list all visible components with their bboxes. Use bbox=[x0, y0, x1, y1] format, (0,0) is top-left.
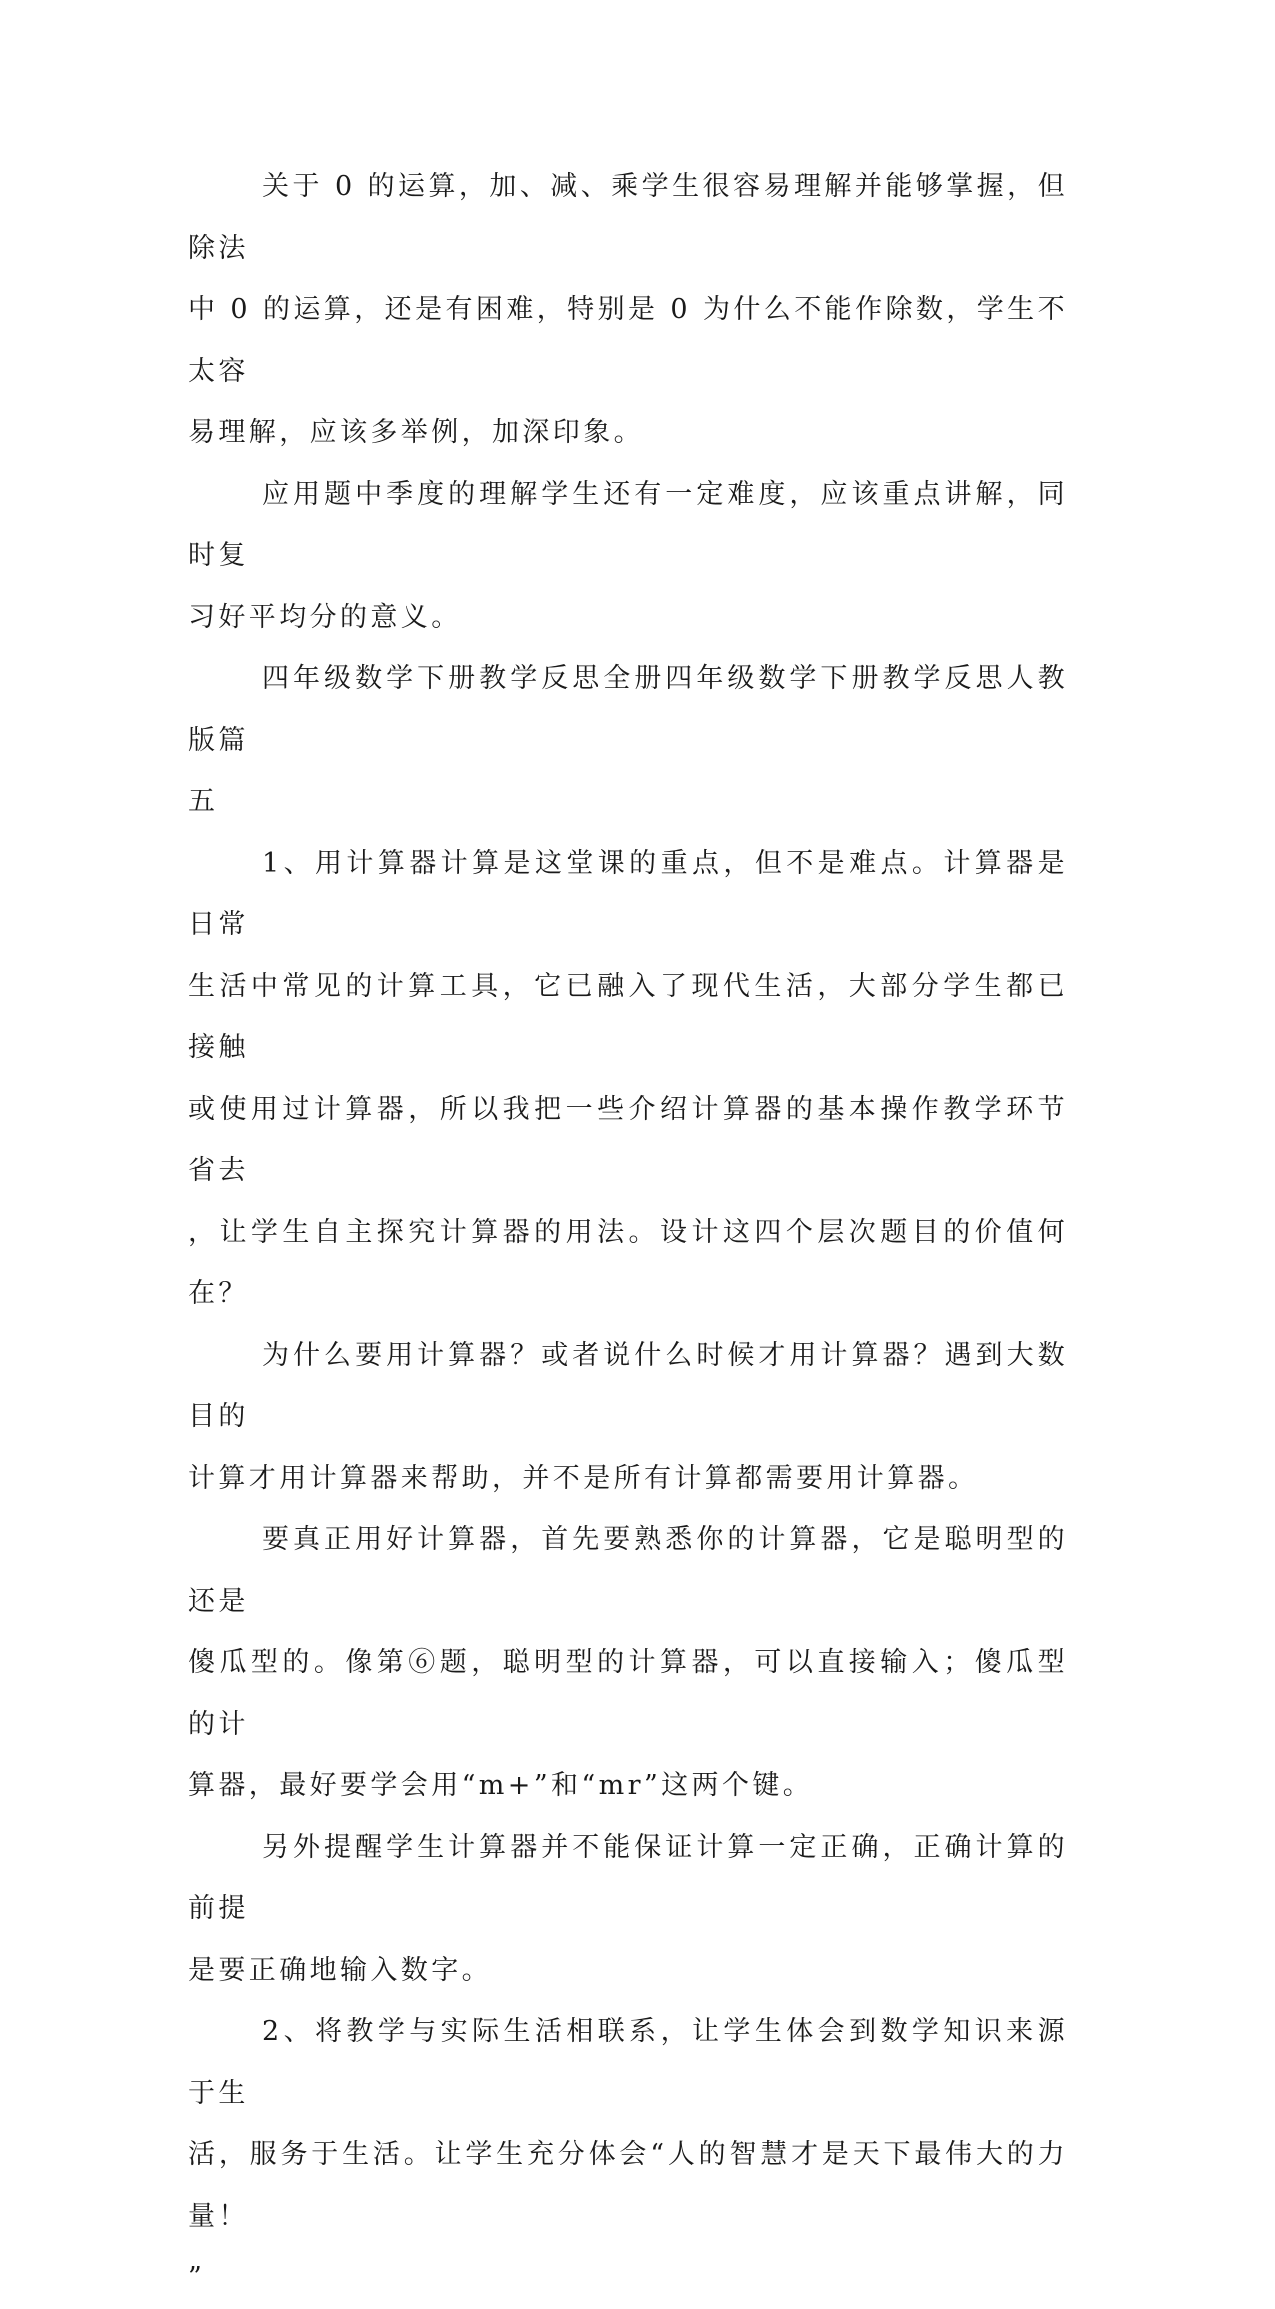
text-line: 中 0 的运算，还是有困难，特别是 0 为什么不能作除数，学生不太容 bbox=[188, 294, 1068, 387]
paragraph bbox=[188, 2001, 1068, 2309]
text-line: 活，服务于生活。让学生充分体会“人的智慧才是天下最伟大的力量！ bbox=[188, 2139, 1068, 2232]
text-line: 另外提醒学生计算器并不能保证计算一定正确，正确计算的前提 bbox=[188, 1831, 1068, 1924]
text-line: 1、用计算器计算是这堂课的重点，但不是难点。计算器是日常 bbox=[188, 847, 1068, 940]
text-line: 算器，最好要学会用“m+”和“mr”这两个键。 bbox=[188, 1770, 814, 1801]
text-line: 四年级数学下册教学反思全册四年级数学下册教学反思人教版篇 bbox=[188, 663, 1068, 756]
paragraph bbox=[188, 464, 1068, 649]
text-line: 傻瓜型的。像第⑥题，聪明型的计算器，可以直接输入；傻瓜型的计 bbox=[188, 1647, 1068, 1740]
paragraph bbox=[188, 1817, 1068, 2002]
text-line: ” bbox=[188, 2262, 206, 2293]
text-line: 计算才用计算器来帮助，并不是所有计算都需要用计算器。 bbox=[188, 1462, 979, 1494]
text-line: 习好平均分的意义。 bbox=[188, 601, 462, 633]
text-line: 是要正确地输入数字。 bbox=[188, 1954, 492, 1986]
text-line: 为什么要用计算器？或者说什么时候才用计算器？遇到大数目的 bbox=[188, 1339, 1068, 1432]
text-line: 五 bbox=[188, 786, 219, 817]
paragraph bbox=[188, 833, 1068, 1325]
text-line: 要真正用好计算器，首先要熟悉你的计算器，它是聪明型的还是 bbox=[188, 1524, 1068, 1617]
text-line: 或使用过计算器，所以我把一些介绍计算器的基本操作教学环节省去 bbox=[188, 1093, 1068, 1186]
paragraph bbox=[188, 1509, 1068, 1817]
paragraph-heading bbox=[188, 648, 1068, 833]
text-line: 2、将教学与实际生活相联系，让学生体会到数学知识来源于生 bbox=[188, 2016, 1068, 2109]
text-line: 生活中常见的计算工具，它已融入了现代生活，大部分学生都已接触 bbox=[188, 970, 1068, 1063]
text-line: 易理解，应该多举例，加深印象。 bbox=[188, 417, 644, 448]
document-body bbox=[188, 156, 1068, 2309]
text-line: ，让学生自主探究计算器的用法。设计这四个层次题目的价值何在？ bbox=[188, 1216, 1068, 1309]
paragraph bbox=[188, 1325, 1068, 1510]
text-line: 应用题中季度的理解学生还有一定难度，应该重点讲解，同时复 bbox=[188, 478, 1068, 571]
paragraph bbox=[188, 156, 1068, 464]
text-line: 关于 0 的运算，加、减、乘学生很容易理解并能够掌握，但除法 bbox=[188, 171, 1068, 264]
